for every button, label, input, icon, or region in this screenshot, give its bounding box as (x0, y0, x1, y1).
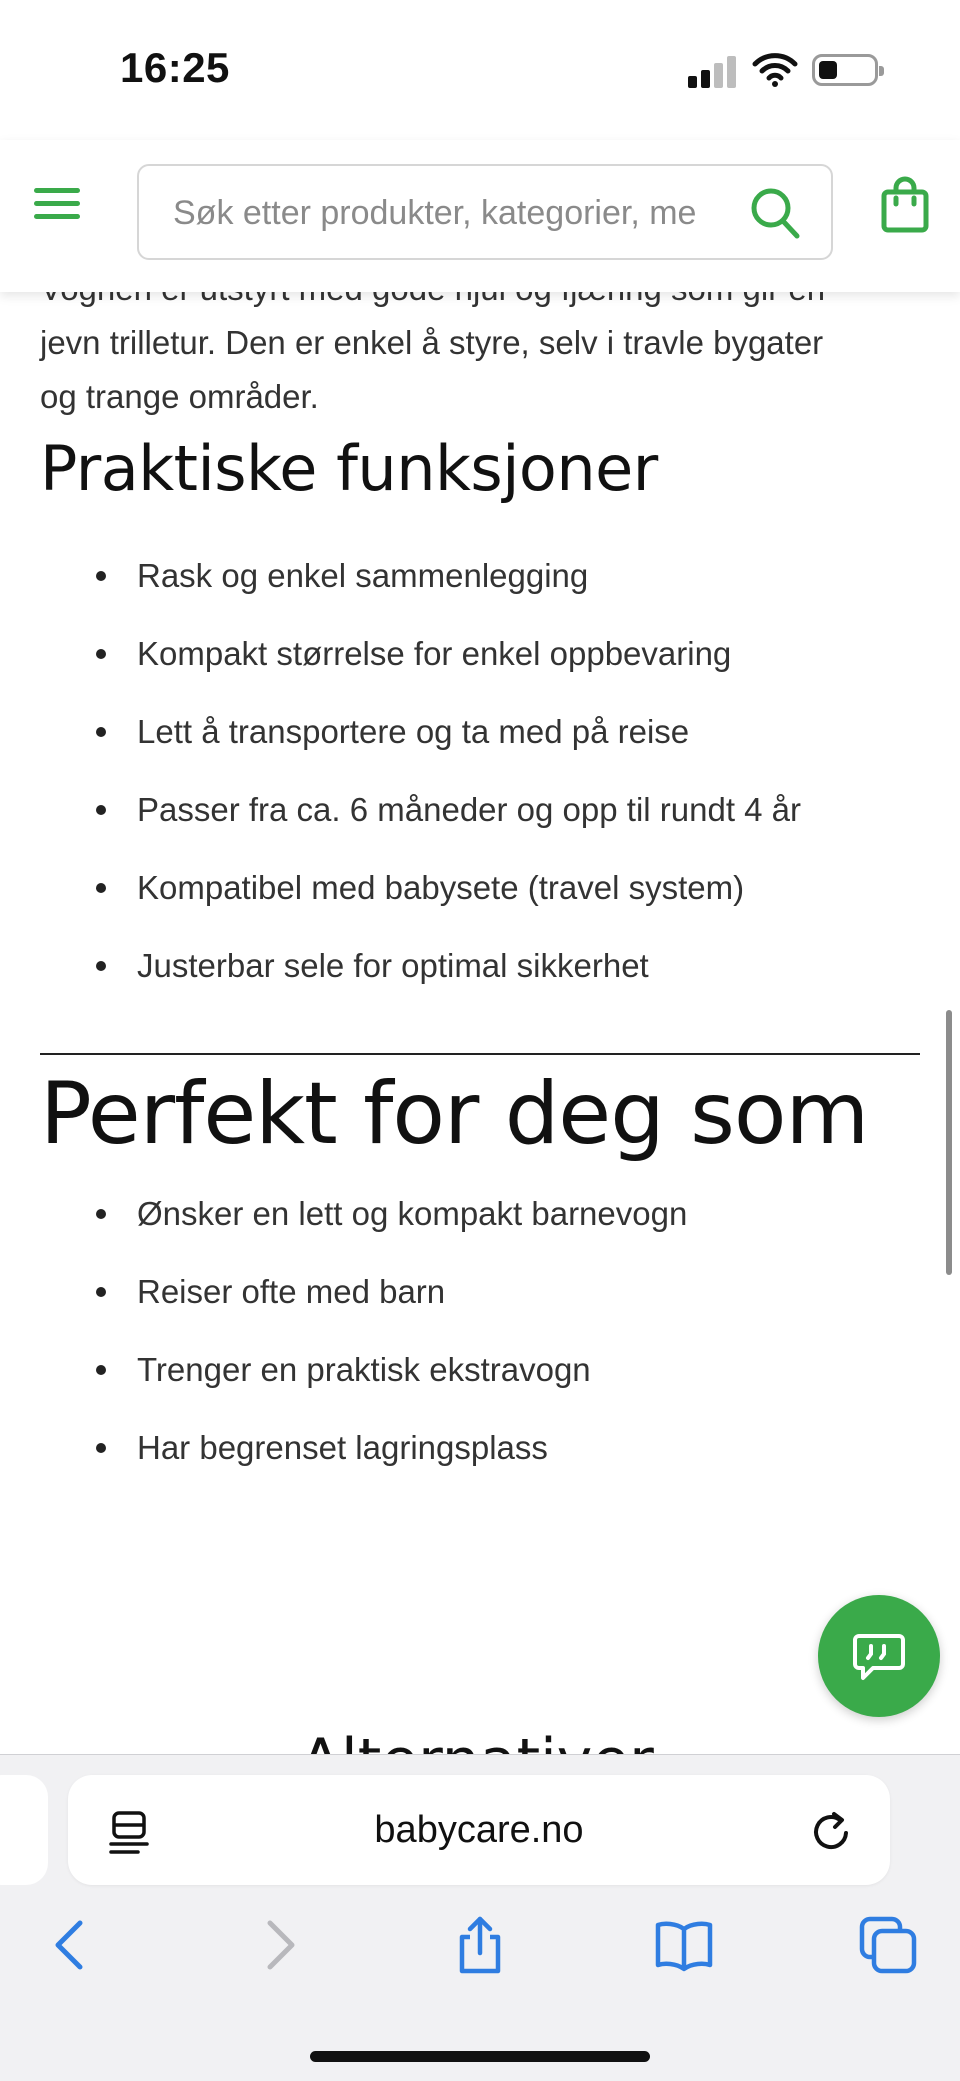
features-list (96, 554, 801, 1022)
bookmarks-icon[interactable] (654, 1915, 714, 1975)
reload-icon[interactable] (810, 1808, 854, 1854)
intro-line: jevn trilletur. Den er enkel å styre, selv i travle bygater (40, 324, 824, 361)
home-indicator (310, 2051, 650, 2062)
status-time: 16:25 (120, 44, 230, 91)
signal-icon (688, 52, 738, 88)
list-item: Passer fra ca. 6 måneder og opp til rundt 4 år (96, 788, 801, 866)
list-item: Ønsker en lett og kompakt barnevogn (96, 1192, 687, 1270)
status-bar (0, 0, 960, 140)
menu-icon[interactable] (34, 184, 82, 224)
scroll-indicator[interactable] (946, 1010, 952, 1275)
list-item: Kompatibel med babysete (travel system) (96, 866, 801, 944)
list-item: Justerbar sele for optimal sikkerhet (96, 944, 801, 1022)
battery-icon (812, 54, 878, 86)
tabs-icon[interactable] (858, 1915, 918, 1975)
section-heading-perfect-for: Perfekt for deg som (40, 1064, 869, 1164)
list-item: Trenger en praktisk ekstravogn (96, 1348, 687, 1426)
url-text[interactable]: babycare.no (374, 1809, 584, 1851)
browser-toolbar (0, 1754, 960, 2081)
address-bar[interactable] (68, 1775, 890, 1885)
search-box[interactable] (137, 164, 833, 260)
list-item: Reiser ofte med barn (96, 1270, 687, 1348)
previous-tab-peek[interactable] (0, 1775, 48, 1885)
chat-button[interactable] (818, 1595, 940, 1717)
share-icon[interactable] (450, 1915, 510, 1975)
wifi-icon (752, 50, 798, 88)
forward-icon[interactable] (248, 1915, 308, 1975)
list-item: Kompakt størrelse for enkel oppbevaring (96, 632, 801, 710)
list-item: Rask og enkel sammenlegging (96, 554, 801, 632)
chat-icon (851, 1628, 907, 1684)
list-item: Har begrenset lagringsplass (96, 1426, 687, 1504)
section-heading-features: Praktiske funksjoner (40, 432, 658, 505)
section-divider (40, 1053, 920, 1055)
shopping-bag-icon[interactable] (880, 176, 930, 234)
list-item: Lett å transportere og ta med på reise (96, 710, 801, 788)
site-header (0, 140, 960, 292)
search-icon[interactable] (749, 186, 801, 240)
intro-line: og trange områder. (40, 378, 319, 415)
back-icon[interactable] (42, 1915, 102, 1975)
search-input[interactable] (173, 188, 733, 238)
perfect-for-list (96, 1192, 687, 1504)
